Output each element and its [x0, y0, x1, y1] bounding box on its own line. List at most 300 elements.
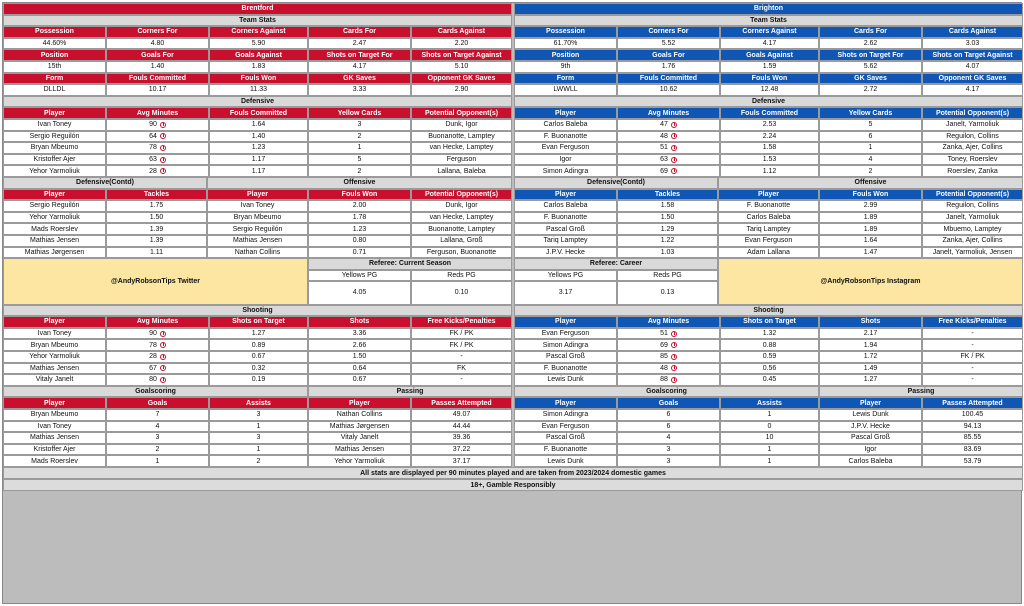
stat-header	[3, 73, 106, 85]
stat-header-text: Shots on Target Against	[932, 51, 1013, 59]
table-cell	[209, 432, 308, 444]
career-yellows-text: 3.17	[558, 289, 573, 297]
table-cell	[411, 247, 512, 259]
column-header	[617, 316, 720, 328]
table-cell	[617, 432, 720, 444]
table-cell	[209, 374, 308, 386]
section-title-text: Goalscoring	[135, 388, 176, 396]
table-cell-text: 64	[149, 132, 157, 140]
stat-header	[514, 49, 617, 61]
table-cell-text: 1.27	[863, 376, 878, 384]
table-cell	[514, 165, 617, 177]
table-cell	[106, 328, 209, 340]
stat-header-text: Shots on Target For	[837, 51, 904, 59]
table-cell	[617, 131, 720, 143]
season-yellows-text: 4.05	[352, 289, 367, 297]
stat-header-text: Cards For	[853, 28, 888, 36]
table-cell-text: Roerslev, Zanka	[947, 167, 998, 175]
table-cell	[514, 131, 617, 143]
stat-value-text: 4.80	[150, 40, 165, 48]
table-cell	[819, 235, 922, 247]
gamble-note	[3, 479, 1023, 491]
table-cell	[209, 363, 308, 375]
stat-value	[106, 38, 209, 50]
table-cell-text: Janelt, Yarmoliuk	[945, 214, 1000, 222]
table-cell	[3, 339, 106, 351]
table-cell-text: Ivan Toney	[37, 422, 72, 430]
column-header	[411, 397, 512, 409]
table-cell	[209, 165, 308, 177]
table-cell	[922, 223, 1023, 235]
twitter-handle	[3, 258, 308, 304]
table-cell	[514, 247, 617, 259]
table-cell	[720, 328, 819, 340]
stat-header	[106, 26, 209, 38]
table-cell-text: 3	[256, 434, 261, 442]
table-cell	[3, 421, 106, 433]
stat-header-text: GK Saves	[343, 74, 376, 82]
column-header-text: Free Kicks/Penalties	[427, 318, 496, 326]
table-cell-text: 5	[868, 121, 873, 129]
table-cell-text: 4	[868, 156, 873, 164]
table-cell-text: 1	[767, 446, 772, 454]
table-cell	[819, 142, 922, 154]
stat-header-text: Corners Against	[231, 28, 286, 36]
table-cell-text: 1.78	[352, 214, 367, 222]
column-header-text: Player	[246, 190, 269, 198]
stat-value	[720, 38, 819, 50]
stats-sheet	[2, 2, 1022, 604]
table-cell	[209, 142, 308, 154]
table-cell	[106, 165, 209, 177]
column-header	[718, 189, 819, 201]
clock-icon	[671, 342, 677, 348]
table-cell	[106, 247, 207, 259]
table-cell-text: Adam Lallana	[747, 248, 790, 256]
table-cell	[617, 328, 720, 340]
table-cell-text: Lallana, Groß	[440, 237, 483, 245]
season-reds-text: 0.10	[454, 289, 469, 297]
stat-header	[720, 26, 819, 38]
section-title-text: Passing	[396, 388, 424, 396]
stat-header	[720, 73, 819, 85]
career-yellows	[514, 281, 617, 304]
clock-icon	[160, 122, 166, 128]
table-cell	[617, 142, 720, 154]
reds-label	[617, 270, 718, 282]
table-cell	[720, 444, 819, 456]
section-title	[718, 177, 1023, 189]
table-cell-text: FK / PK	[449, 330, 474, 338]
table-cell	[922, 444, 1023, 456]
table-cell-text: 6	[666, 422, 671, 430]
table-cell-text: 1	[256, 422, 261, 430]
column-header	[514, 107, 617, 119]
column-header-text: Avg Minutes	[136, 318, 179, 326]
table-cell-text: 0	[767, 422, 772, 430]
table-cell-text: Janelt, Yarmoliuk	[945, 121, 1000, 129]
table-cell	[106, 154, 209, 166]
clock-icon	[160, 377, 166, 383]
table-cell	[308, 421, 411, 433]
table-cell-text: 2.99	[863, 202, 878, 210]
referee-career-title-text: Referee: Career	[589, 260, 643, 268]
table-cell-text: 44.44	[452, 422, 471, 430]
table-cell-text: 1.50	[352, 353, 367, 361]
clock-icon	[160, 168, 166, 174]
table-cell-text: 0.67	[352, 376, 367, 384]
table-cell-text: 1.47	[863, 248, 878, 256]
table-cell-text: 51	[660, 144, 668, 152]
table-cell-text: 69	[660, 341, 668, 349]
column-header	[617, 397, 720, 409]
column-header-text: Player	[757, 190, 780, 198]
table-cell-text: Reguilon, Collins	[946, 132, 999, 140]
table-cell-text: 100.45	[961, 411, 984, 419]
table-cell	[411, 432, 512, 444]
table-cell-text: 3	[357, 121, 362, 129]
table-cell-text: 0.80	[352, 237, 367, 245]
table-cell-text: 1.50	[149, 214, 164, 222]
table-cell	[106, 339, 209, 351]
stat-value	[922, 61, 1023, 73]
stat-header-text: Possession	[546, 28, 585, 36]
column-header	[308, 397, 411, 409]
table-cell-text: Pascal Groß	[546, 225, 585, 233]
table-cell-text: Mathias Jensen	[232, 237, 283, 245]
stat-value-text: 9th	[560, 63, 571, 71]
table-cell	[411, 235, 512, 247]
table-cell	[514, 455, 617, 467]
section-title-text: Offensive	[343, 179, 376, 187]
stat-header-text: Corners For	[648, 28, 689, 36]
table-cell	[514, 374, 617, 386]
table-cell-text: 2	[155, 446, 160, 454]
table-cell	[617, 363, 720, 375]
table-cell-text: 2	[256, 457, 261, 465]
stat-header	[720, 49, 819, 61]
table-cell	[617, 455, 720, 467]
footer-note	[3, 467, 1023, 479]
stat-value-text: 3.03	[965, 40, 980, 48]
table-cell-text: 28	[149, 353, 157, 361]
table-cell-text: Mathias Jensen	[29, 364, 80, 372]
column-header-text: Tackles	[143, 190, 170, 198]
table-cell	[720, 142, 819, 154]
column-header	[720, 316, 819, 328]
table-cell	[411, 328, 512, 340]
clock-icon	[671, 168, 677, 174]
table-cell-text: Vitaly Janelt	[35, 376, 74, 384]
table-cell-text: 1	[155, 457, 160, 465]
column-header	[819, 397, 922, 409]
table-cell-text: F. Buonanotte	[543, 214, 588, 222]
table-cell-text: Igor	[559, 156, 572, 164]
table-cell	[617, 374, 720, 386]
table-cell	[514, 363, 617, 375]
table-cell	[720, 363, 819, 375]
table-cell	[514, 351, 617, 363]
table-cell	[514, 444, 617, 456]
table-cell	[308, 119, 411, 131]
table-cell	[209, 421, 308, 433]
table-cell	[209, 119, 308, 131]
table-cell	[308, 374, 411, 386]
stat-value-text: 12.48	[760, 86, 779, 94]
table-cell-text: Lewis Dunk	[547, 457, 584, 465]
stat-value-text: LWWLL	[553, 86, 578, 94]
table-cell	[207, 247, 308, 259]
column-header	[922, 107, 1023, 119]
stat-value	[308, 61, 411, 73]
table-cell-text: van Hecke, Lamptey	[429, 144, 494, 152]
table-cell-text: -	[460, 376, 463, 384]
clock-icon	[671, 145, 677, 151]
column-header-text: Shots	[860, 318, 881, 326]
table-cell	[106, 200, 207, 212]
stat-value-text: 4.17	[762, 40, 777, 48]
table-cell-text: 0.59	[762, 353, 777, 361]
table-cell-text: 37.22	[452, 446, 471, 454]
table-cell	[308, 154, 411, 166]
stat-value-text: 2.72	[863, 86, 878, 94]
table-cell-text: 48	[660, 132, 668, 140]
stat-value-text: 2.20	[454, 40, 469, 48]
table-cell-text: Evan Ferguson	[744, 237, 793, 245]
section-title-text: Shooting	[753, 306, 784, 314]
stat-value	[209, 38, 308, 50]
table-cell	[308, 328, 411, 340]
stat-value-text: 10.62	[659, 86, 678, 94]
table-cell-text: 67	[149, 364, 157, 372]
table-cell-text: 5	[357, 156, 362, 164]
table-cell-text: 0.88	[762, 341, 777, 349]
table-cell	[3, 131, 106, 143]
column-header	[411, 107, 512, 119]
section-title	[514, 386, 819, 398]
column-header-text: Goals	[658, 399, 679, 407]
stat-header	[209, 26, 308, 38]
stat-header-text: Shots on Target For	[326, 51, 393, 59]
table-cell	[720, 154, 819, 166]
table-cell	[819, 455, 922, 467]
table-cell-text: 2.17	[863, 330, 878, 338]
table-cell-text: 83.69	[963, 446, 982, 454]
clock-icon	[160, 354, 166, 360]
table-cell-text: 6	[868, 132, 873, 140]
table-cell-text: Bryan Mbeumo	[233, 214, 282, 222]
stat-header	[819, 26, 922, 38]
table-cell	[720, 421, 819, 433]
stat-header-text: Fouls Committed	[128, 74, 187, 82]
table-cell-text: FK / PK	[449, 341, 474, 349]
table-cell	[3, 374, 106, 386]
table-cell-text: 7	[155, 411, 160, 419]
table-cell	[718, 247, 819, 259]
table-cell	[411, 223, 512, 235]
table-cell	[3, 247, 106, 259]
table-cell	[411, 409, 512, 421]
table-cell-text: 28	[149, 167, 157, 175]
table-cell-text: Mathias Jensen	[29, 237, 80, 245]
table-cell-text: Bryan Mbeumo	[30, 144, 79, 152]
table-cell	[922, 154, 1023, 166]
stat-value-text: 5.52	[661, 40, 676, 48]
table-cell	[3, 235, 106, 247]
table-cell-text: 63	[660, 156, 668, 164]
stat-header-text: Cards Against	[437, 28, 486, 36]
table-cell	[411, 131, 512, 143]
table-cell	[411, 455, 512, 467]
table-cell	[718, 200, 819, 212]
column-header-text: Player	[43, 318, 66, 326]
table-cell-text: F. Buonanotte	[543, 364, 588, 372]
table-cell-text: Simon Adingra	[542, 411, 589, 419]
section-title-text: Team Stats	[239, 16, 276, 24]
stat-value-text: 61.70%	[553, 40, 578, 48]
table-cell	[308, 212, 411, 224]
table-cell-text: 37.17	[452, 457, 471, 465]
table-cell-text: Tariq Lamptey	[543, 237, 588, 245]
referee-career-title	[514, 258, 718, 270]
table-cell-text: 2.53	[762, 121, 777, 129]
table-cell-text: 3	[256, 411, 261, 419]
table-cell-text: 0.45	[762, 376, 777, 384]
stat-value-text: 5.90	[251, 40, 266, 48]
table-cell-text: Kristoffer Ajer	[33, 446, 76, 454]
table-cell-text: 2	[357, 167, 362, 175]
table-cell-text: 88	[660, 376, 668, 384]
table-cell	[617, 409, 720, 421]
stat-value-text: 44.60%	[42, 40, 67, 48]
table-cell	[514, 154, 617, 166]
table-cell-text: F. Buonanotte	[543, 446, 588, 454]
table-cell	[308, 247, 411, 259]
table-cell-text: Janelt, Yarmoliuk, Jensen	[932, 248, 1013, 256]
column-header	[411, 316, 512, 328]
table-cell	[617, 119, 720, 131]
table-cell-text: Bryan Mbeumo	[30, 341, 79, 349]
table-cell	[720, 432, 819, 444]
table-cell-text: Mads Roerslev	[31, 457, 78, 465]
stat-header	[617, 26, 720, 38]
stat-value	[514, 84, 617, 96]
season-yellows	[308, 281, 411, 304]
table-cell-text: Yehor Yarmoliuk	[29, 353, 80, 361]
team-name	[3, 3, 512, 15]
table-cell	[819, 200, 922, 212]
table-cell	[106, 421, 209, 433]
referee-season-title	[308, 258, 512, 270]
table-cell-text: Simon Adingra	[542, 341, 589, 349]
table-cell	[819, 212, 922, 224]
table-cell	[106, 119, 209, 131]
column-header	[308, 189, 411, 201]
stat-value	[922, 84, 1023, 96]
table-cell-text: 3	[666, 446, 671, 454]
table-cell-text: 1	[767, 411, 772, 419]
table-cell-text: Ferguson, Buonanotte	[426, 248, 497, 256]
table-cell	[922, 235, 1023, 247]
stat-header-text: Possession	[35, 28, 74, 36]
table-cell-text: 0.32	[251, 364, 266, 372]
table-cell-text: 1.27	[251, 330, 266, 338]
table-cell	[308, 165, 411, 177]
table-cell	[3, 142, 106, 154]
table-cell-text: Kristoffer Ajer	[33, 156, 76, 164]
table-cell-text: Sergio Reguilón	[232, 225, 283, 233]
table-cell	[922, 212, 1023, 224]
table-cell	[3, 154, 106, 166]
stat-value-text: 11.33	[250, 86, 267, 94]
stat-value	[106, 84, 209, 96]
table-cell	[617, 212, 718, 224]
stat-header	[308, 49, 411, 61]
table-cell	[922, 165, 1023, 177]
column-header	[411, 189, 512, 201]
table-cell-text: FK / PK	[960, 353, 985, 361]
table-cell	[514, 421, 617, 433]
table-cell-text: 1.53	[762, 156, 777, 164]
stat-header-text: Fouls Won	[240, 74, 277, 82]
gamble-note-text: 18+, Gamble Responsibly	[470, 481, 556, 489]
table-cell-text: Nathan Collins	[336, 411, 383, 419]
table-cell-text: 2.66	[352, 341, 367, 349]
stat-value	[617, 38, 720, 50]
stat-header	[514, 26, 617, 38]
section-title-text: Defensive(Contd)	[587, 179, 645, 187]
table-cell	[922, 328, 1023, 340]
table-cell	[3, 444, 106, 456]
stat-value-text: 5.62	[863, 63, 878, 71]
table-cell	[3, 455, 106, 467]
table-cell-text: 1.12	[762, 167, 777, 175]
column-header-text: Avg Minutes	[647, 318, 690, 326]
table-cell-text: 1.03	[660, 248, 675, 256]
stat-value	[308, 84, 411, 96]
table-cell-text: 0.71	[352, 248, 367, 256]
table-cell-text: 1.39	[149, 237, 164, 245]
stat-header	[617, 73, 720, 85]
stat-header-text: Form	[556, 74, 575, 82]
table-cell-text: 2.00	[352, 202, 367, 210]
table-cell	[922, 119, 1023, 131]
table-cell-text: 1.64	[251, 121, 266, 129]
section-title	[514, 96, 1023, 108]
table-cell	[411, 351, 512, 363]
table-cell	[106, 455, 209, 467]
table-cell	[819, 351, 922, 363]
table-cell	[922, 142, 1023, 154]
referee-season-title-text: Referee: Current Season	[368, 260, 452, 268]
table-cell	[514, 119, 617, 131]
table-cell	[308, 432, 411, 444]
table-cell	[819, 421, 922, 433]
table-cell-text: 1.23	[251, 144, 266, 152]
section-title	[3, 177, 207, 189]
table-cell-text: Carlos Baleba	[848, 457, 893, 465]
table-cell-text: 53.79	[963, 457, 982, 465]
column-header	[819, 316, 922, 328]
stat-value-text: 1.83	[251, 63, 266, 71]
reds-label-text: Reds PG	[653, 272, 682, 280]
table-cell	[922, 409, 1023, 421]
section-title	[3, 305, 512, 317]
table-cell-text: 10	[765, 434, 774, 442]
column-header-text: Shots	[349, 318, 370, 326]
table-cell	[411, 339, 512, 351]
stat-header-text: Fouls Won	[751, 74, 788, 82]
